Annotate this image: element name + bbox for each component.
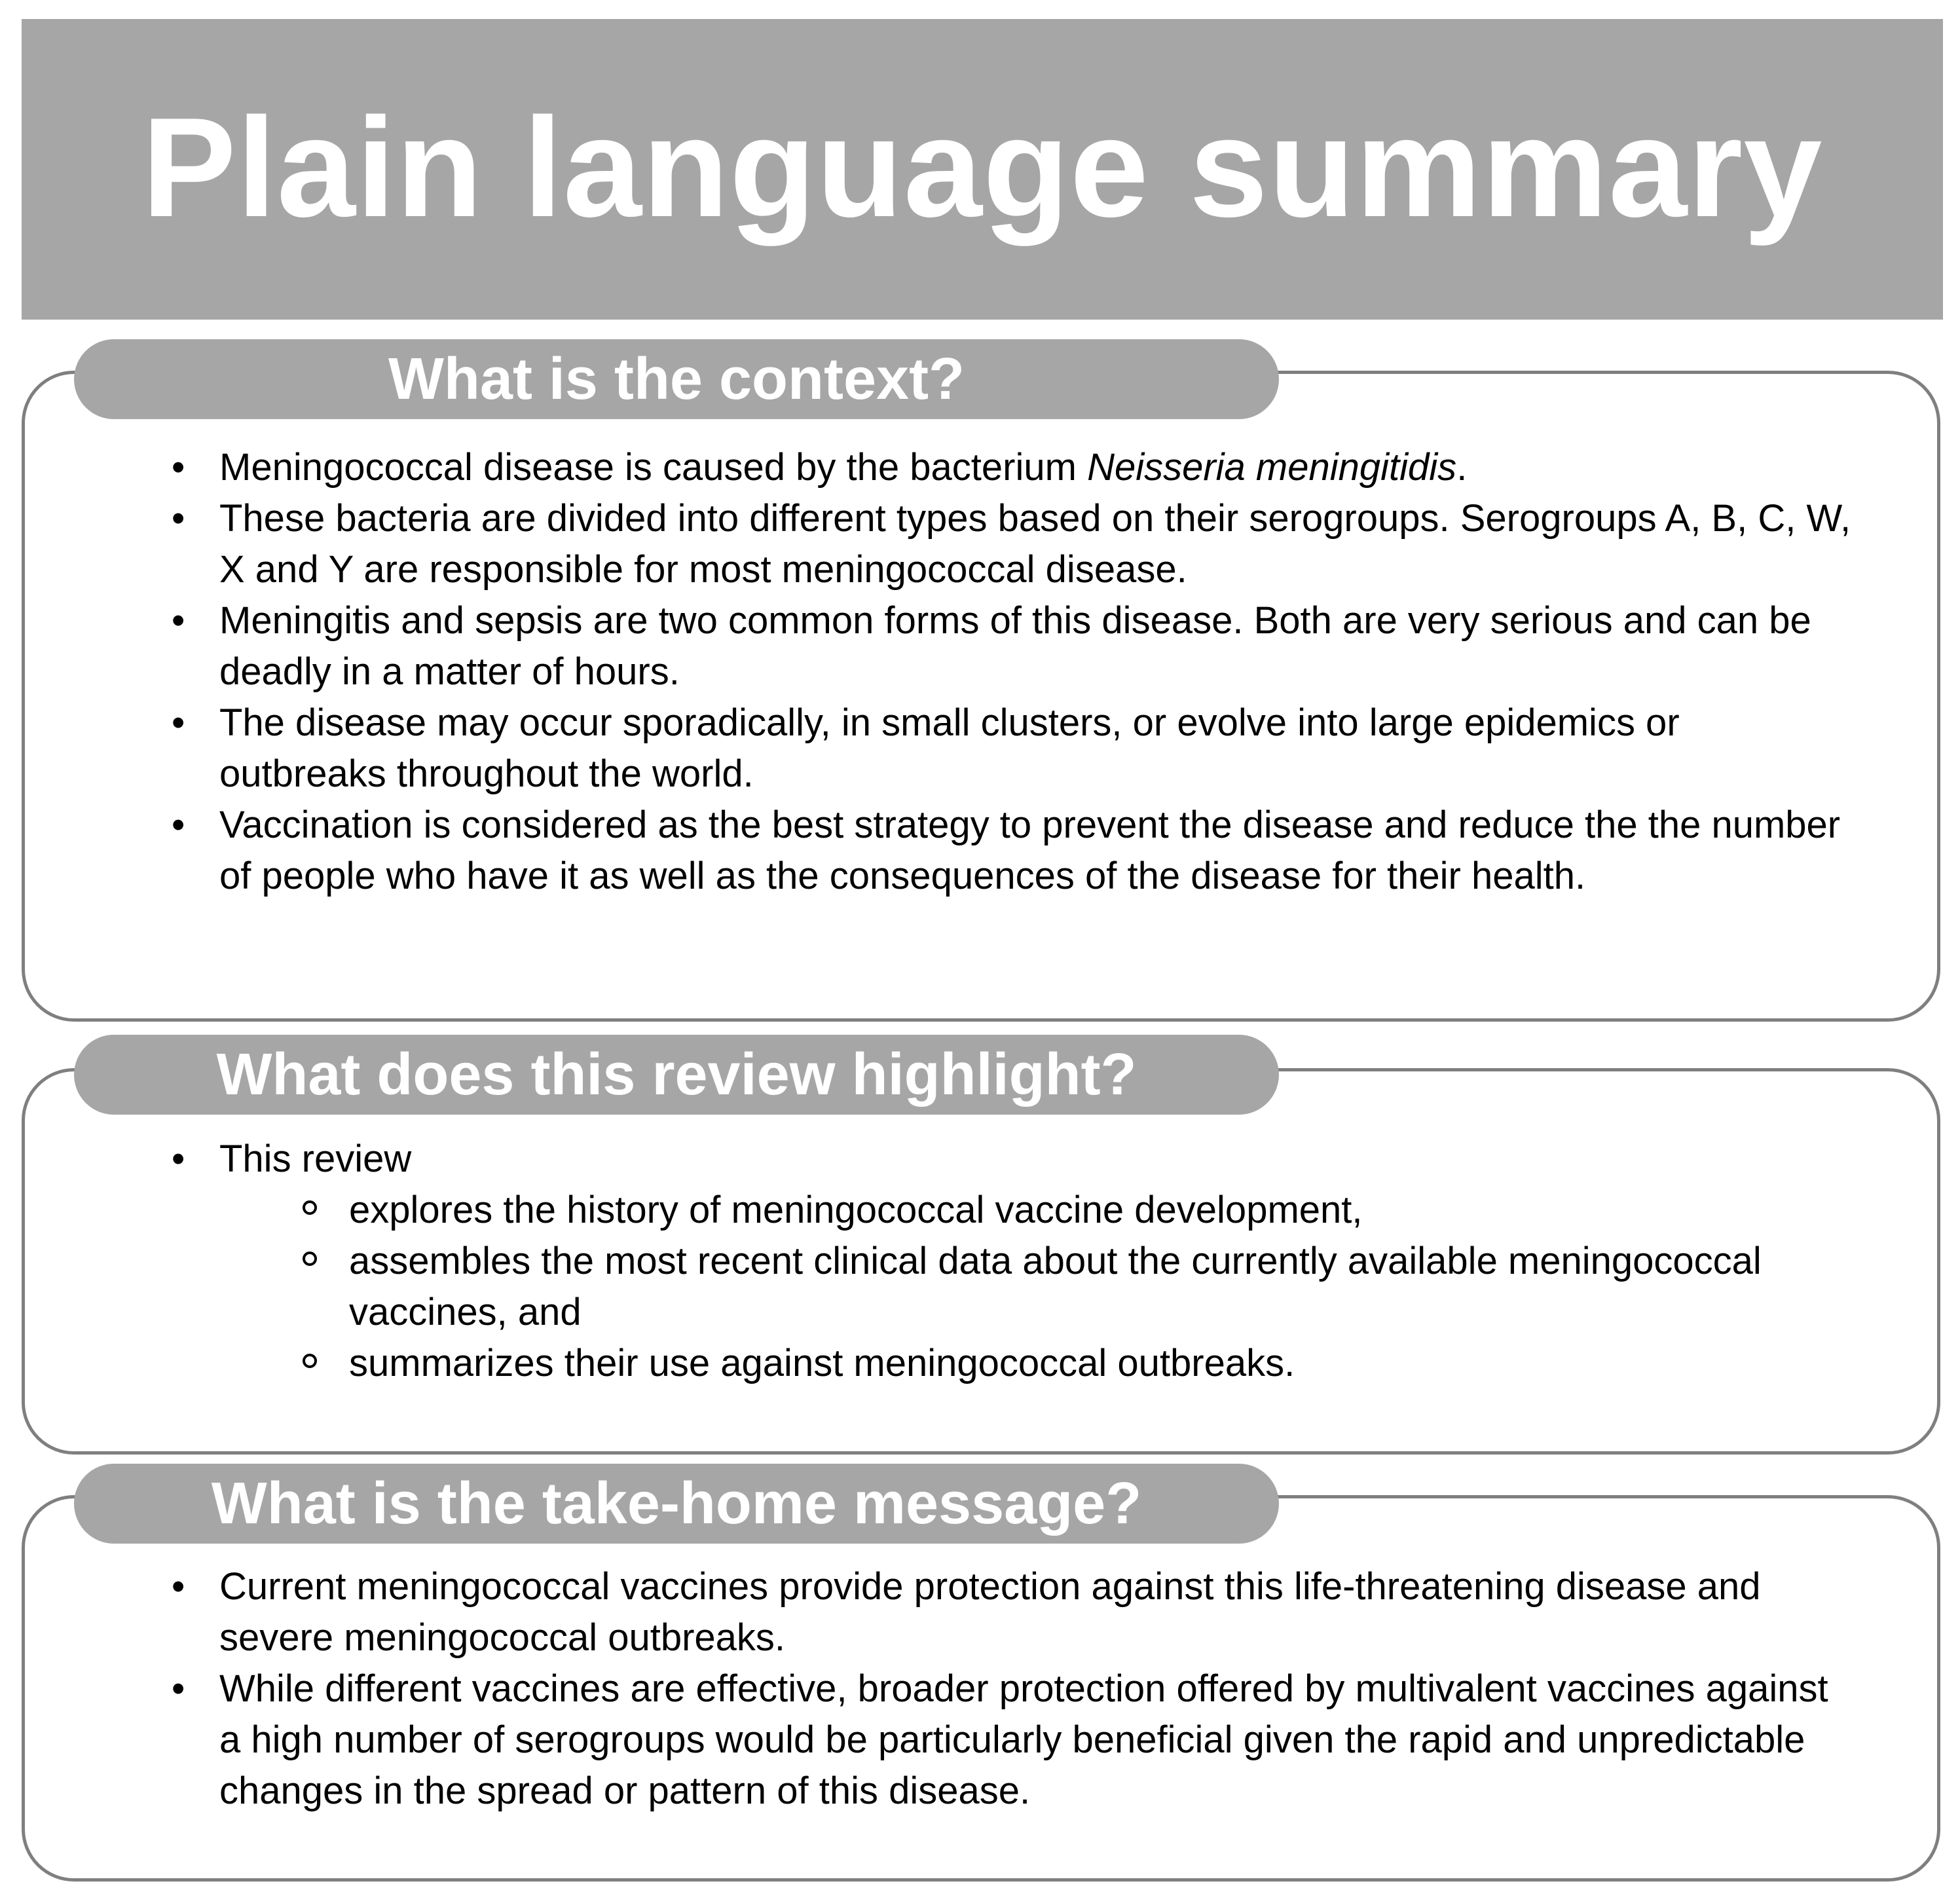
list-item xyxy=(0,697,1960,800)
hollow-circle-icon xyxy=(303,1354,317,1368)
bullet-marker: • xyxy=(172,701,185,744)
bullet-text: The disease may occur sporadically, in small clusters, or evolve into large epidemics or outbreaks throughout the world. xyxy=(219,701,1690,795)
context-content xyxy=(0,442,1960,902)
review-content xyxy=(0,1134,1960,1389)
bullet-marker: • xyxy=(172,1138,185,1180)
sub-list-item xyxy=(0,1338,1960,1389)
takehome-heading: What is the take-home message? xyxy=(211,1470,1142,1536)
list-item xyxy=(0,800,1960,902)
takehome-section-header xyxy=(74,1464,1279,1544)
title-banner xyxy=(22,19,1943,320)
list-item xyxy=(0,493,1960,595)
sub-list-item xyxy=(0,1185,1960,1236)
hollow-circle-icon xyxy=(303,1200,317,1215)
page-title: Plain language summary xyxy=(141,88,1823,246)
review-sub-list xyxy=(0,1185,1960,1389)
bullet-text: Vaccination is considered as the best strategy to prevent the disease and reduce the the number of people who have it as well as the consequences of the disease for their health. xyxy=(219,804,1851,897)
bullet-marker: • xyxy=(172,599,185,642)
sub-list-item xyxy=(0,1236,1960,1338)
bullet-marker: • xyxy=(172,497,185,540)
list-item xyxy=(0,1134,1960,1185)
bullet-marker: • xyxy=(172,446,185,489)
list-item xyxy=(0,1561,1960,1663)
review-heading: What does this review highlight? xyxy=(216,1041,1137,1107)
list-item xyxy=(0,595,1960,697)
bullet-text: Meningococcal disease is caused by the bacterium xyxy=(219,446,1088,489)
review-section-header xyxy=(74,1035,1279,1115)
context-heading: What is the context? xyxy=(388,346,965,412)
review-bullet-list xyxy=(0,1134,1960,1185)
hollow-circle-icon xyxy=(303,1252,317,1266)
list-item xyxy=(0,1663,1960,1817)
takehome-content xyxy=(0,1561,1960,1817)
context-bullet-list xyxy=(0,442,1960,902)
bullet-text: Meningitis and sepsis are two common forms of this disease. Both are very serious and can be deadly in a matter of hours. xyxy=(219,599,1822,693)
bullet-text: While different vaccines are effective, broader protection offered by multivalent vaccines against a high number of serogroups would be particularly beneficial given the rapid and unpredictable changes in the spread or pattern of this disease. xyxy=(219,1667,1839,1812)
bullet-text: This review xyxy=(219,1138,412,1180)
bullet-text: These bacteria are divided into different types based on their serogroups. Serogroups A, B, C, W, X and Y are responsible for most meningococcal disease. xyxy=(219,497,1862,591)
bullet-marker: • xyxy=(172,1565,185,1608)
context-section-header xyxy=(74,339,1279,419)
sub-bullet-text: explores the history of meningococcal vaccine development, xyxy=(349,1189,1363,1231)
sub-bullet-text: assembles the most recent clinical data about the currently available meningococcal vaccines, and xyxy=(349,1240,1772,1333)
species-name: Neisseria meningitidis xyxy=(1087,446,1457,489)
bullet-text: Current meningococcal vaccines provide protection against this life-threatening disease and severe meningococcal outbreaks. xyxy=(219,1565,1771,1659)
sub-bullet-text: summarizes their use against meningococcal outbreaks. xyxy=(349,1342,1295,1384)
bullet-marker: • xyxy=(172,1667,185,1710)
bullet-text-end: . xyxy=(1456,446,1468,489)
bullet-marker: • xyxy=(172,804,185,846)
list-item xyxy=(0,442,1960,493)
takehome-bullet-list xyxy=(0,1561,1960,1817)
